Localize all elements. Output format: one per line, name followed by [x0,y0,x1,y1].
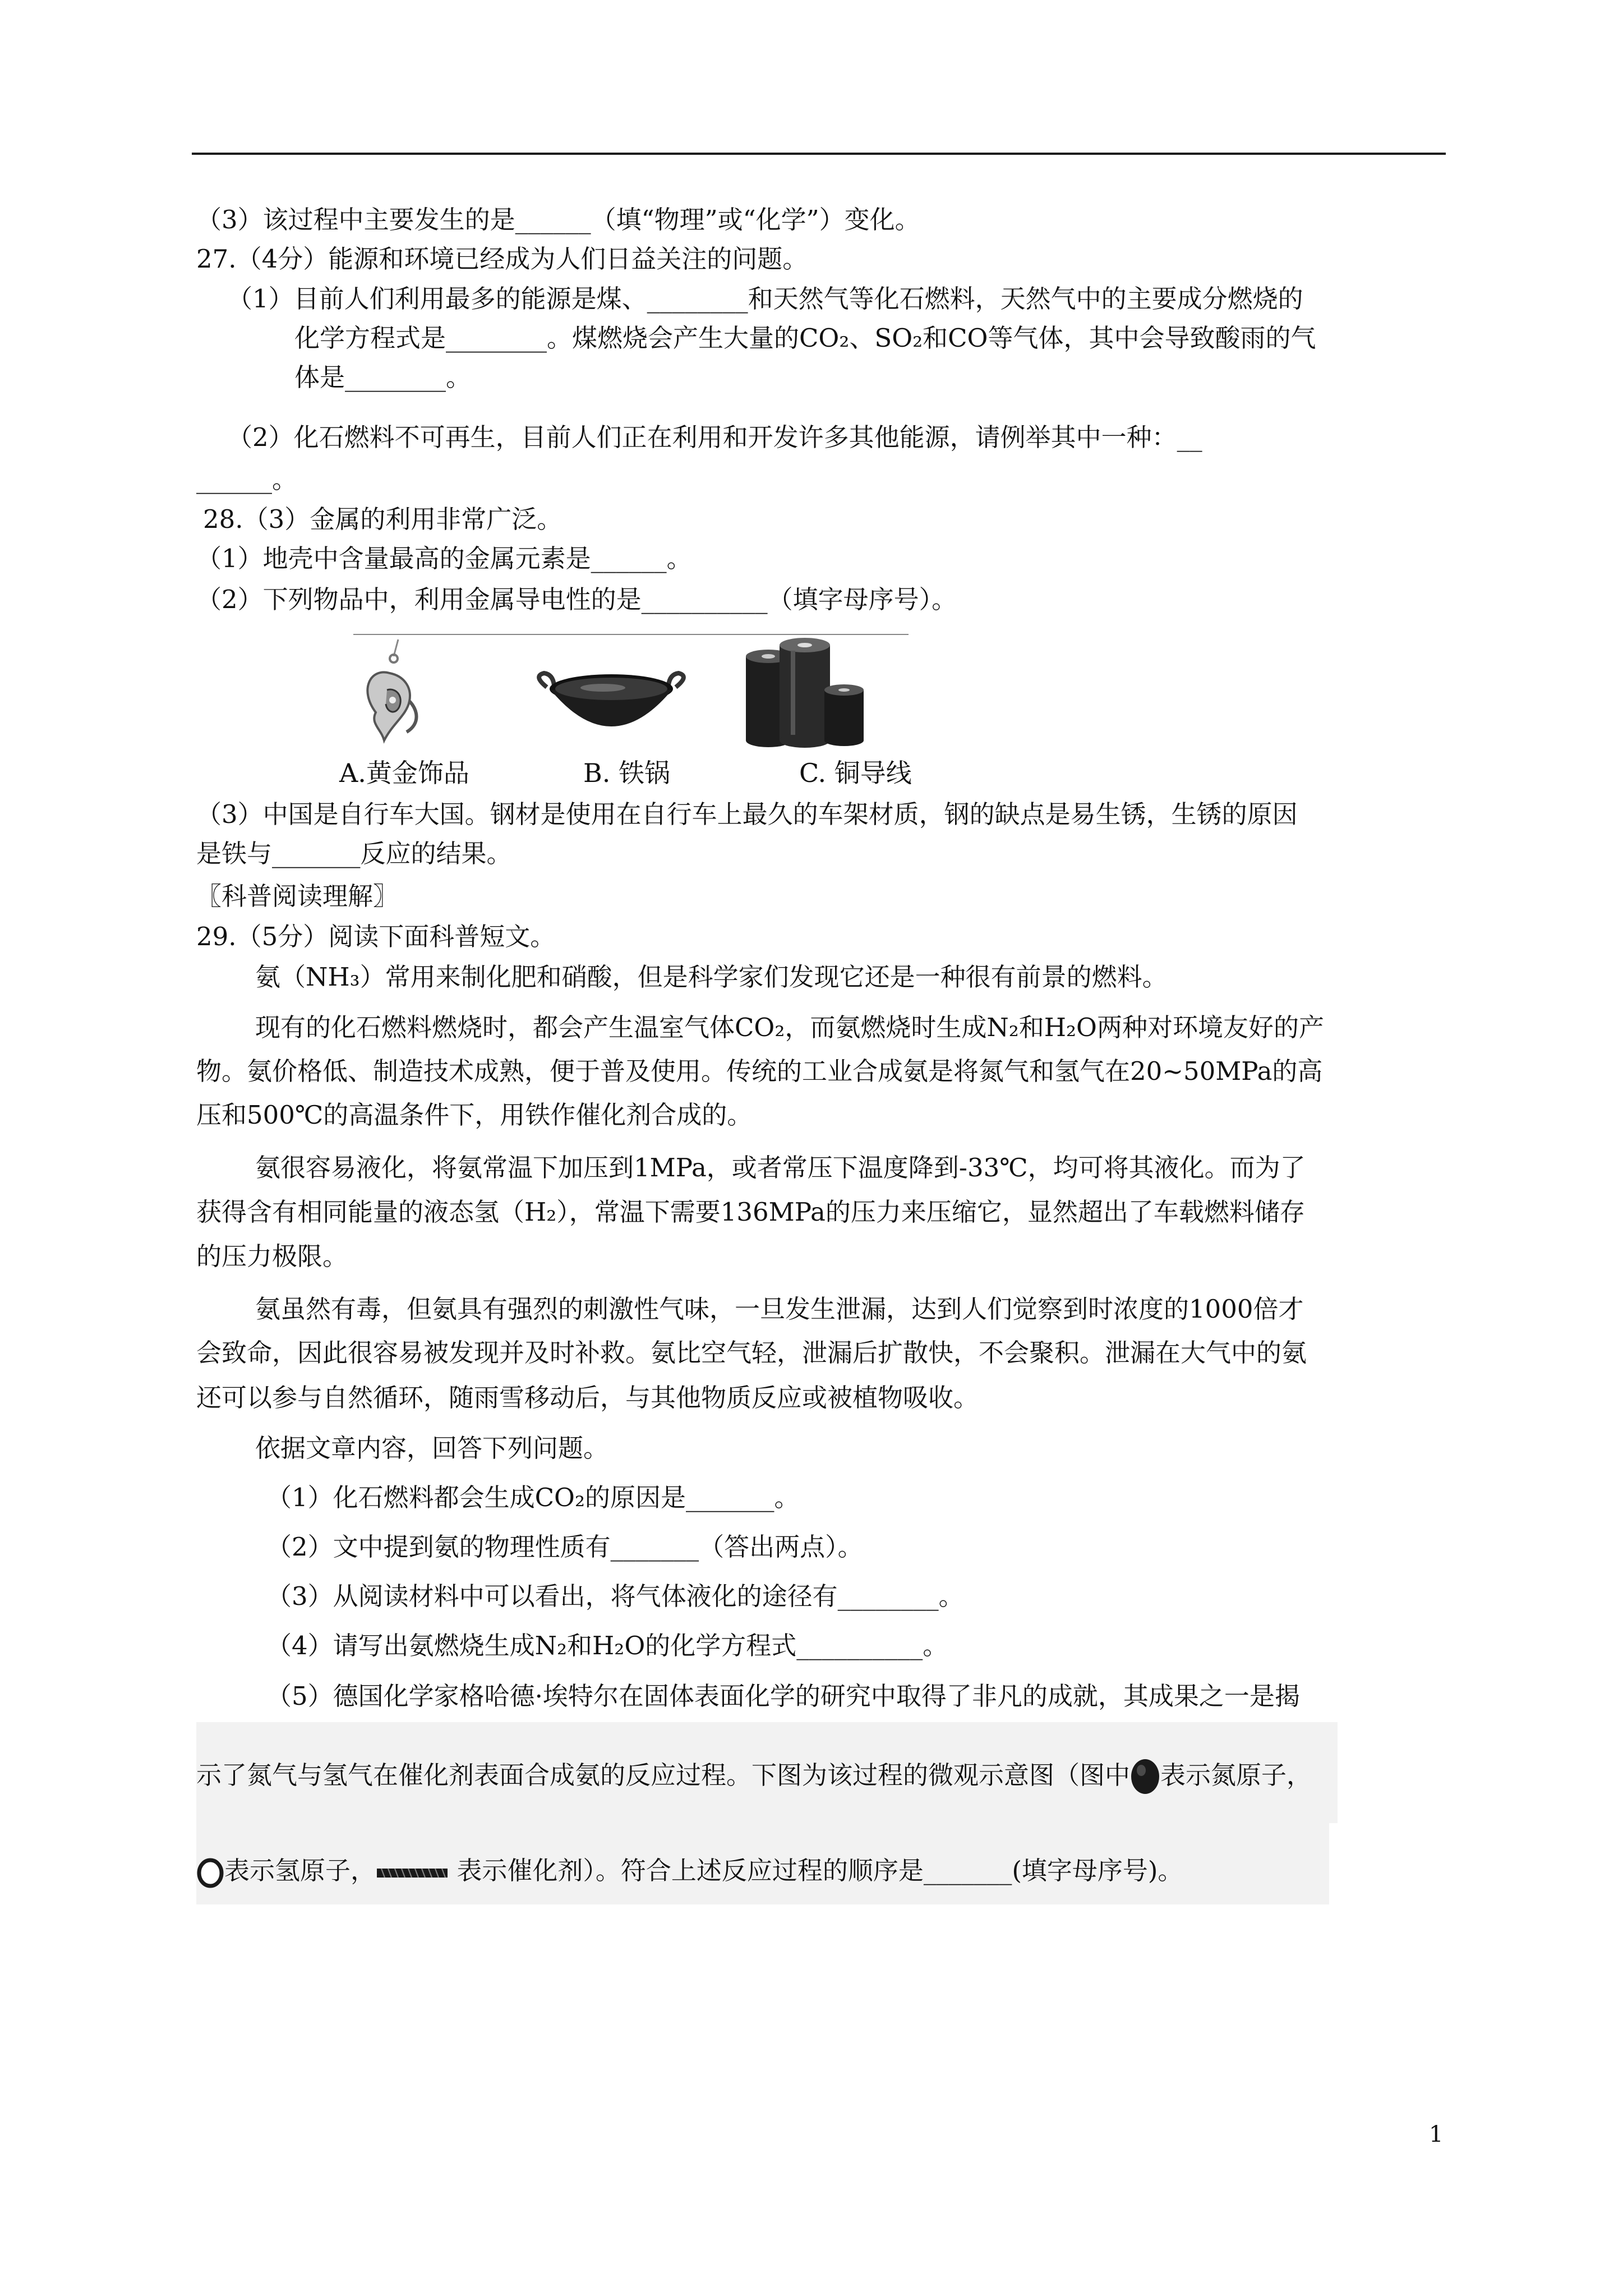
para2-line2: 物。氨价格低、制造技术成熟，便于普及使用。传统的工业合成氨是将氮气和氢气在20~50MPa的高 [196,1056,1323,1086]
q29-5-line-b [196,1759,1312,1792]
para3-line2: 获得含有相同能量的液态氢（H₂），常温下需要136MPa的压力来压缩它，显然超出了车载燃料储存 [196,1197,1305,1227]
page-number: 1 [1429,2122,1444,2147]
q27-2-line-a: （2）化石燃料不可再生，目前人们正在利用和开发许多其他能源，请例举其中一种：__ [227,422,1202,452]
q27-1-line-a: （1）目前人们利用最多的能源是煤、________和天然气等化石燃料，天然气中的主要成分燃烧的 [227,284,1303,314]
q27-1-line-b: 化学方程式是________。煤燃烧会产生大量的CO₂、SO₂和CO等气体，其中会导致酸雨的气 [294,323,1316,353]
q28-2-line: （2）下列物品中，利用金属导电性的是__________（填字母序号）。 [196,585,957,614]
q29-5-line-c-text2: 表示催化剂）。符合上述反应过程的顺序是_______(填字母序号)。 [449,1856,1183,1885]
para4-line2: 会致命，因此很容易被发现并及时补救。氨比空气轻，泄漏后扩散快，不会聚积。泄漏在大气中的氨 [196,1338,1307,1368]
para3-line1: 氨很容易液化，将氨常温下加压到1MPa，或者常压下温度降到-33℃，均可将其液化。而为了 [255,1153,1306,1182]
gold-pendant-icon [367,639,416,740]
q28-3-line-b: 是铁与_______反应的结果。 [196,839,512,868]
q29-4-line: （4）请写出氨燃烧生成N₂和H₂O的化学方程式__________。 [266,1631,948,1660]
q28-heading: 28.（3）金属的利用非常广泛。 [203,504,562,534]
q29-5-line-b-text: 示了氮气与氢气在催化剂表面合成氨的反应过程。下图为该过程的微观示意图（图中 [196,1760,1131,1790]
instruction-line: 依据文章内容，回答下列问题。 [255,1433,609,1463]
q29-5-line-b-tail: 表示氮原子， [1160,1760,1312,1790]
q29-5-line-c-text1: 表示氢原子， [224,1856,376,1885]
para2-line3: 压和500℃的高温条件下，用铁作催化剂合成的。 [196,1100,753,1130]
hydrogen-atom-icon [196,1858,224,1888]
q26-3-line: （3）该过程中主要发生的是______（填“物理”或“化学”）变化。 [196,205,920,234]
caption-a: A.黄金饰品 [339,758,469,788]
catalyst-icon [376,1866,449,1880]
q28-3-line-a: （3）中国是自行车大国。钢材是使用在自行车上最久的车架材质，钢的缺点是易生锈，生锈的原因 [196,799,1298,829]
items-picture-strip [353,634,909,749]
q29-5-line-c [196,1854,1183,1888]
para3-line3: 的压力极限。 [196,1241,348,1271]
caption-b: B. 铁锅 [583,758,671,788]
header-rule [192,153,1446,155]
iron-wok-icon [539,673,684,726]
q29-5-line-a: （5）德国化学家格哈德·埃特尔在固体表面化学的研究中取得了非凡的成就，其成果之一是揭 [266,1681,1300,1711]
q27-heading: 27.（4分）能源和环境已经成为人们日益关注的问题。 [196,244,808,274]
q29-heading: 29.（5分）阅读下面科普短文。 [196,922,556,951]
para4-line3: 还可以参与自然循环，随雨雪移动后，与其他物质反应或被植物吸收。 [196,1383,979,1412]
section-heading: 〖科普阅读理解〗 [196,881,399,911]
para1-line1: 氨（NH₃）常用来制化肥和硝酸，但是科学家们发现它还是一种很有前景的燃料。 [255,962,1168,992]
copper-wire-spools-icon [746,638,864,748]
q27-1-line-c: 体是________。 [294,362,472,392]
q29-2-line: （2）文中提到氨的物理性质有_______（答出两点）。 [266,1532,863,1562]
para2-line1: 现有的化石燃料燃烧时，都会产生温室气体CO₂，而氨燃烧时生成N₂和H₂O两种对环境友好的产 [255,1013,1324,1042]
q29-3-line: （3）从阅读材料中可以看出，将气体液化的途径有________。 [266,1581,964,1611]
items-pictures [353,634,909,749]
q28-1-line: （1）地壳中含量最高的金属元素是______。 [196,544,692,573]
q29-1-line: （1）化石燃料都会生成CO₂的原因是_______。 [266,1483,800,1512]
para4-line1: 氨虽然有毒，但氨具有强烈的刺激性气味，一旦发生泄漏，达到人们觉察到时浓度的1000倍才 [255,1294,1304,1324]
nitrogen-atom-icon [1130,1759,1160,1796]
q27-2-line-b: ______。 [196,464,298,494]
caption-c: C. 铜导线 [799,758,912,788]
